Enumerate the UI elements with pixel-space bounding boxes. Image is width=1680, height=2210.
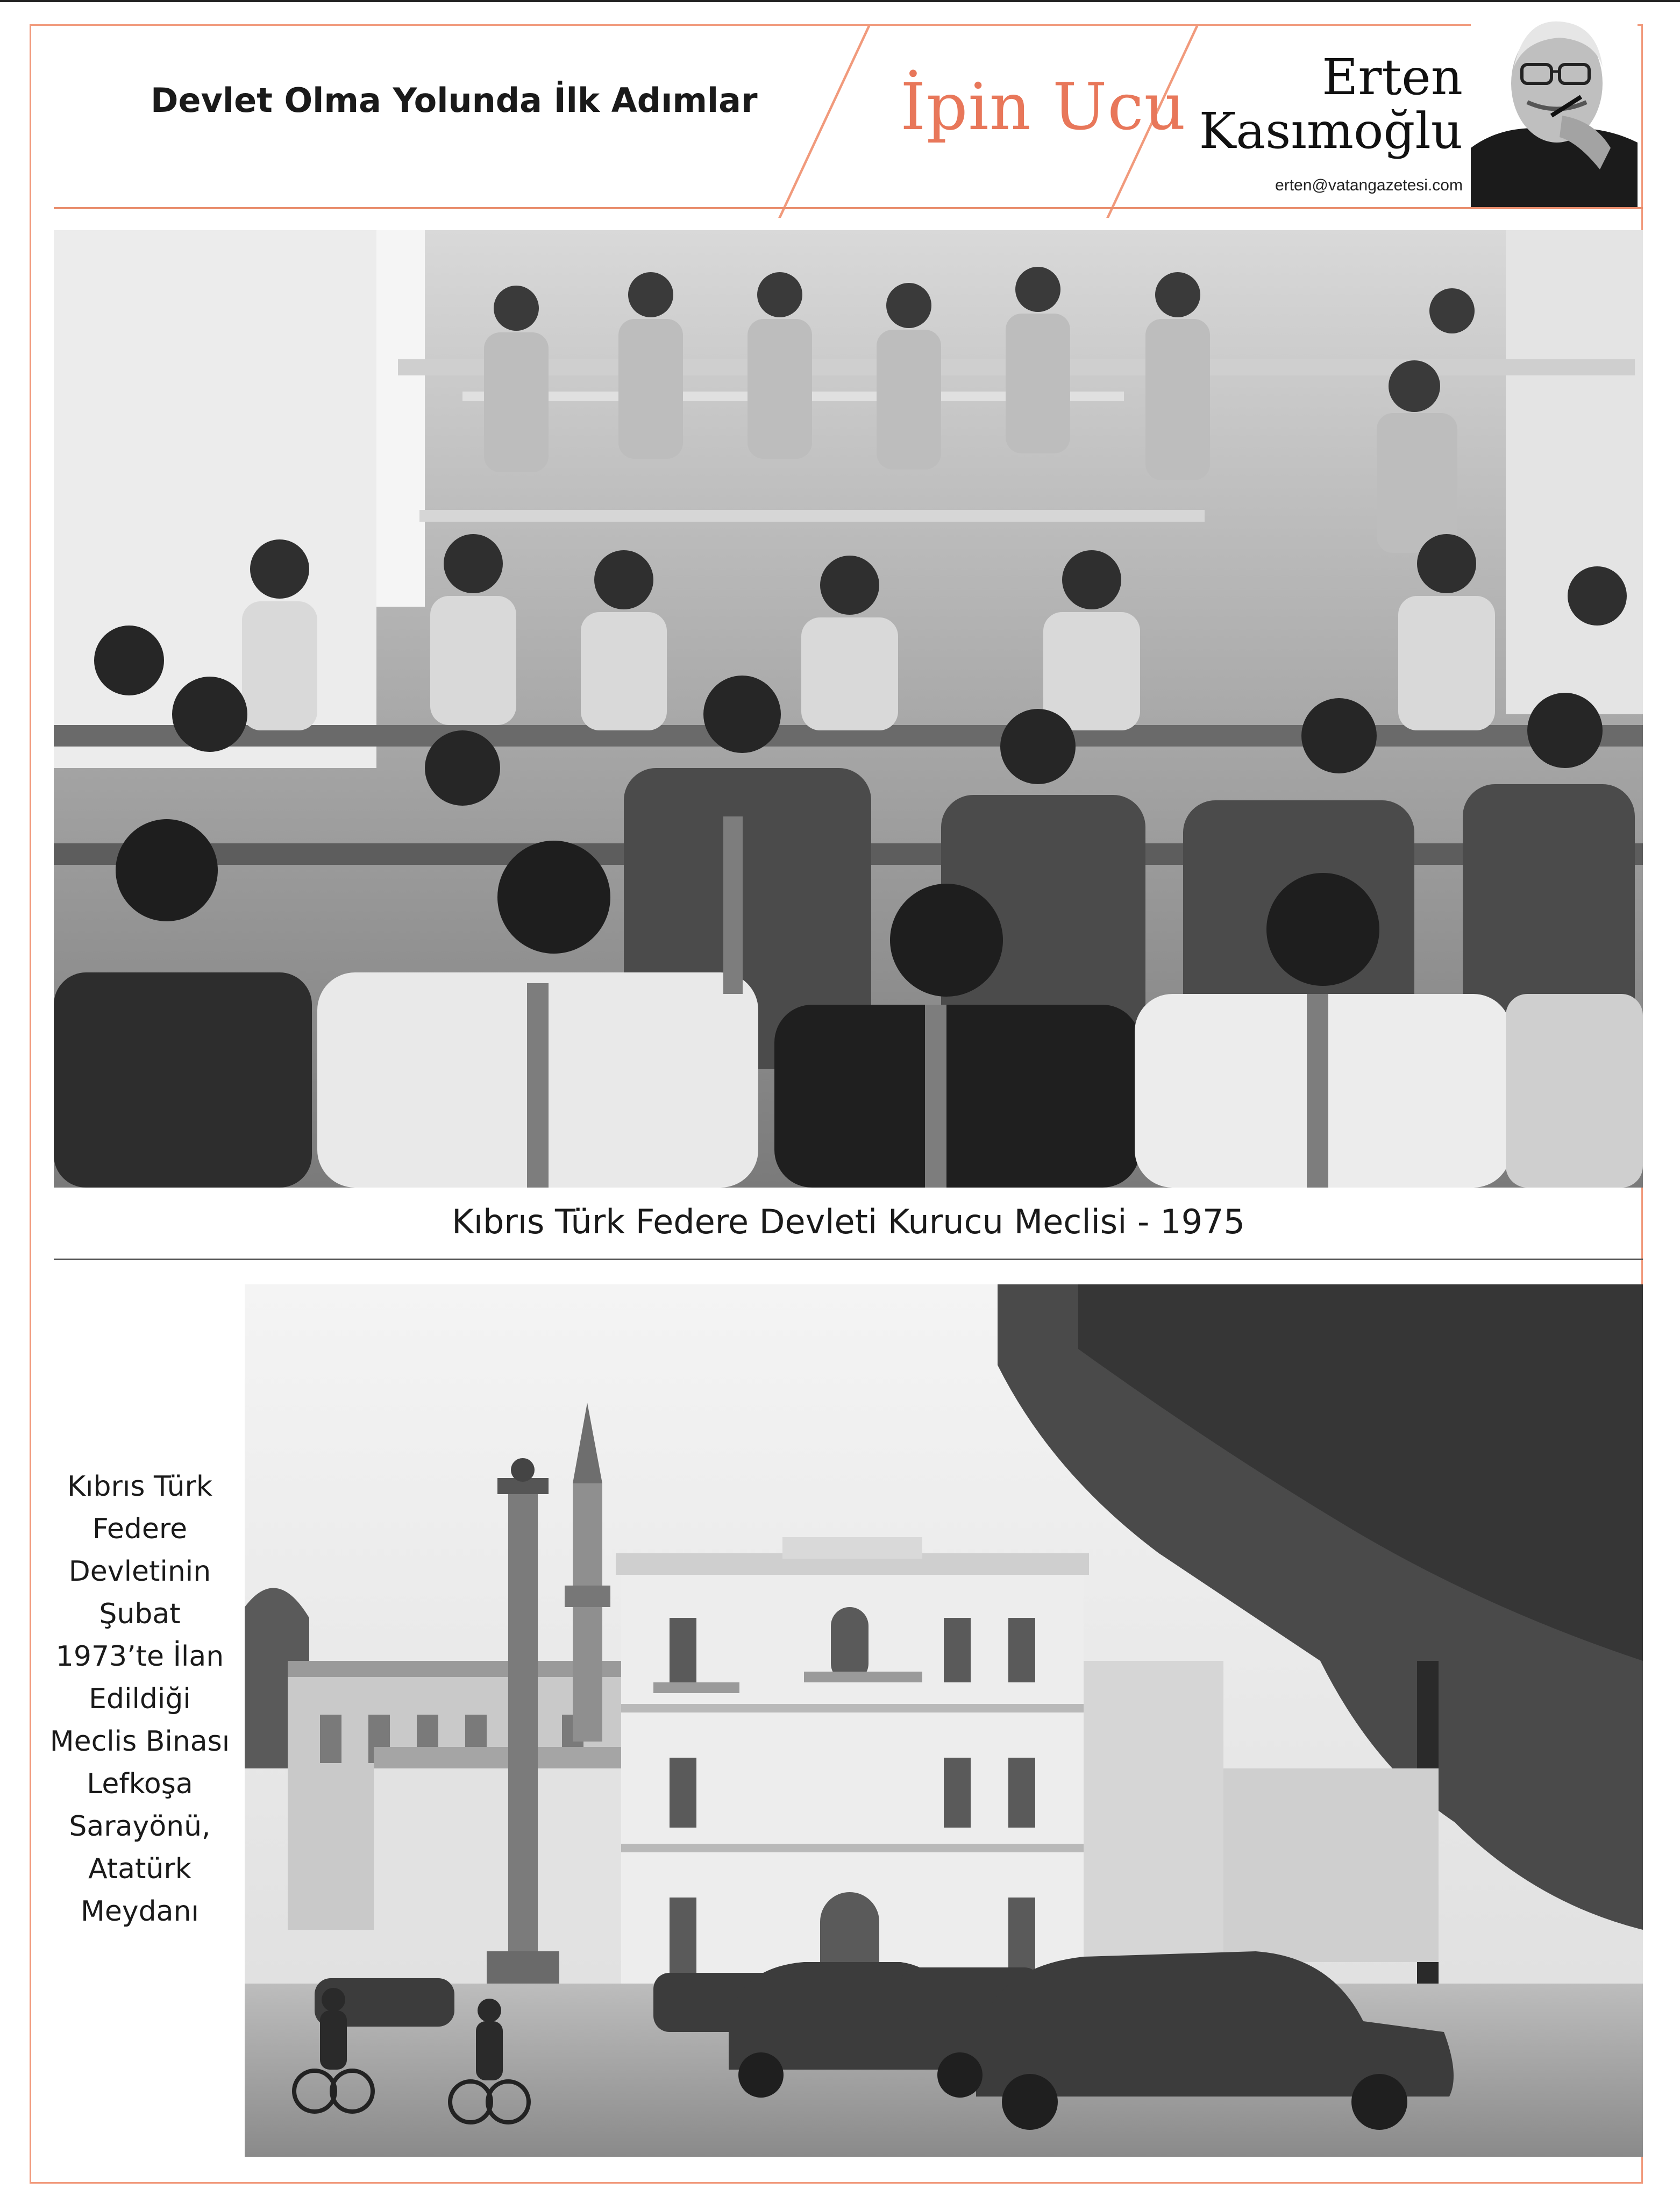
caption-line: Devletinin [68,1555,211,1588]
assembly-photo [54,230,1643,1188]
building-photo-caption [38,1466,242,1933]
caption-line: Edildiği [89,1683,191,1715]
header-rule [54,207,1643,209]
article-headline: Devlet Olma Yolunda İlk Adımlar [151,81,758,120]
column-name: İpin Ucu [900,70,1186,145]
section-rule [54,1259,1643,1260]
building-photo [245,1284,1643,2157]
caption-line: Meydanı [81,1895,199,1928]
caption-line: Lefkoşa [87,1768,193,1800]
assembly-photo-caption: Kıbrıs Türk Federe Devleti Kurucu Meclisi - 1975 [452,1202,1245,1241]
caption-line: Atatürk [88,1853,191,1885]
caption-line: Meclis Binası [49,1725,230,1758]
caption-line: Sarayönü, [69,1810,211,1843]
caption-line: Federe [92,1513,188,1545]
author-first-name: Erten [1322,48,1463,106]
author-last-name: Kasımoğlu [1199,102,1463,160]
author-email: erten@vatangazetesi.com [1275,176,1463,194]
caption-line: Kıbrıs Türk [67,1470,213,1503]
top-rule [0,0,1680,2]
author-portrait [1471,8,1638,207]
caption-line: 1973’te İlan [55,1640,224,1673]
caption-line: Şubat [99,1598,181,1630]
